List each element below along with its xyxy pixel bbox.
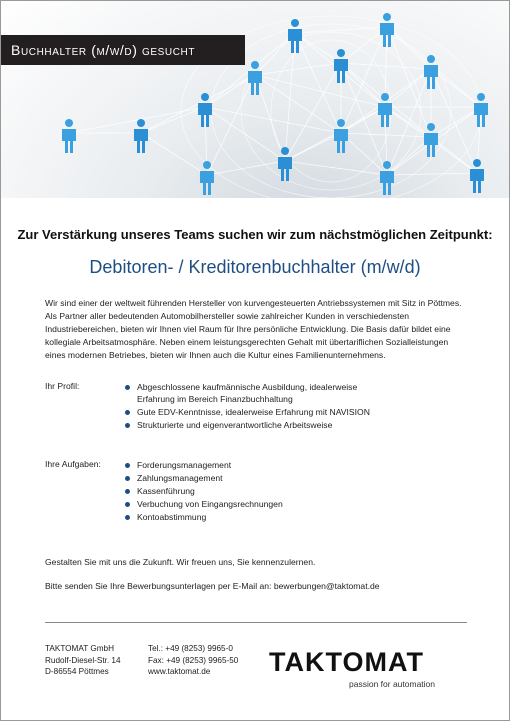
website-link[interactable]: www.taktomat.de [148, 667, 211, 676]
tasks-label: Ihre Aufgaben: [45, 459, 101, 469]
hero-image [1, 1, 509, 198]
person-icon [134, 119, 148, 153]
list-item: Forderungsmanagement [125, 459, 385, 471]
person-icon [334, 119, 348, 153]
logo-tagline: passion for automation [349, 679, 435, 689]
intro-paragraph: Wir sind einer der weltweit führenden Hersteller von kurvengesteuerten Antriebssystemen mit Sitz in Pöttmes. Als Partner aller bedeutenden Automobilhersteller sowie zahlreicher Kunden in verschiedensten Industriebereichen, bieten wir Ihnen viel Raum für Ihre persönliche Entwicklung. Die Basis dafür bildet eine kollegiale Arbeitsatmosphäre. Neben einem leistungsgerechten Gehalt mit übertariflichen Sozialleistungen eines modernen Betriebes, bieten wir Ihnen auch die Kultur eines Familienunternehmens. [45, 298, 462, 360]
footer-address [45, 643, 121, 678]
person-icon [424, 123, 438, 157]
company-street: Rudolf-Diesel-Str. 14 [45, 655, 121, 665]
company-city: D-86554 Pöttmes [45, 667, 109, 676]
company-logo [269, 647, 459, 689]
company-name: TAKTOMAT GmbH [45, 644, 114, 653]
person-icon [62, 119, 76, 153]
apply-text: Bitte senden Sie Ihre Bewerbungsunterlagen per E-Mail an: bewerbungen@taktomat.de [45, 581, 380, 591]
logo-wordmark: TAKTOMAT [269, 647, 424, 677]
footer-divider [45, 622, 467, 623]
bullet-icon [125, 423, 130, 428]
list-item: Verbuchung von Eingangsrechnungen [125, 498, 385, 510]
bullet-icon [125, 463, 130, 468]
list-item: Strukturierte und eigenverantwortliche Arbeitsweise [125, 419, 385, 431]
headline: Zur Verstärkung unseres Teams suchen wir zum nächstmöglichen Zeitpunkt: [17, 227, 493, 242]
fax-number: Fax: +49 (8253) 9965-50 [148, 655, 239, 665]
job-title: Debitoren- / Kreditorenbuchhalter (m/w/d) [89, 257, 421, 277]
person-icon [288, 19, 302, 53]
bullet-icon [125, 489, 130, 494]
list-item: Kassenführung [125, 485, 385, 497]
person-icon [200, 161, 214, 195]
bullet-icon [125, 476, 130, 481]
phone-number: Tel.: +49 (8253) 9965-0 [148, 644, 233, 653]
list-item: Abgeschlossene kaufmännische Ausbildung, idealerweise Erfahrung im Bereich Finanzbuchhaltung [125, 381, 385, 405]
network-people-illustration [1, 1, 509, 198]
list-item: Gute EDV-Kenntnisse, idealerweise Erfahrung mit NAVISION [125, 406, 385, 418]
person-icon [470, 159, 484, 193]
list-item: Kontoabstimmung [125, 511, 385, 523]
profile-label: Ihr Profil: [45, 381, 80, 391]
bullet-icon [125, 385, 130, 390]
banner-title: Buchhalter (m/w/d) gesucht [1, 35, 245, 65]
tasks-list [125, 459, 385, 524]
closing-text: Gestalten Sie mit uns die Zukunft. Wir freuen uns, Sie kennenzulernen. [45, 557, 316, 567]
person-icon [474, 93, 488, 127]
list-item: Zahlungsmanagement [125, 472, 385, 484]
profile-list [125, 381, 385, 432]
bullet-icon [125, 410, 130, 415]
bullet-icon [125, 502, 130, 507]
footer-contact [148, 643, 238, 678]
bullet-icon [125, 515, 130, 520]
